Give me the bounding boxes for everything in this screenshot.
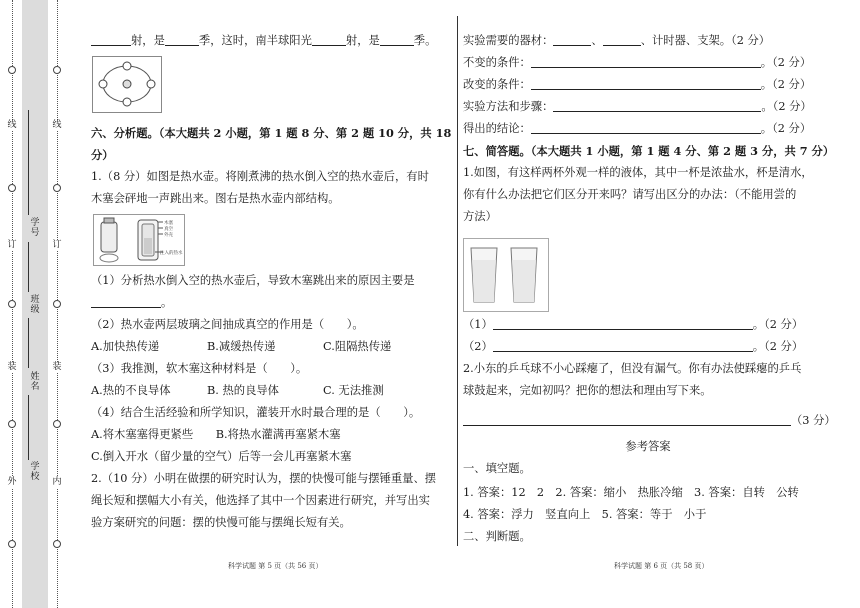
option-c[interactable]: C.阻隔热传递 xyxy=(323,340,392,353)
experiment-field: 得出的结论： 。（2 分） xyxy=(463,122,812,135)
question-text: 方法） xyxy=(463,210,497,223)
outer-label-ding: 订 xyxy=(7,240,17,250)
answer-blank[interactable] xyxy=(463,413,791,426)
answer-blank[interactable] xyxy=(91,33,131,46)
sun-icon xyxy=(123,80,131,88)
section-7-heading: 七、简答题。（本大题共 1 小题，第 1 题 4 分、第 2 题 3 分，共 7 分） xyxy=(463,144,835,158)
answer-blank[interactable] xyxy=(165,33,199,46)
question-text: 1.如图，有这样两杯外观一样的液体，其中一杯是浓盐水，杯是清水， xyxy=(463,166,813,179)
option-b[interactable]: B.减缓热传递 xyxy=(207,340,276,353)
answer-line-2: （2） 。（2 分） xyxy=(463,340,804,353)
answer-line-3: （3 分） xyxy=(463,410,833,432)
earth-icon xyxy=(123,62,131,70)
ring-mark xyxy=(53,300,61,308)
question-text: 2.小东的乒乓球不小心踩瘪了，但没有漏气。你有办法使踩瘪的乒乓 xyxy=(463,362,802,375)
figure-label: 外壳 xyxy=(164,233,173,238)
answer-blank[interactable] xyxy=(553,99,761,112)
ring-mark xyxy=(53,184,61,192)
page-footer-left: 科学试题 第 5 页（共 56 页） xyxy=(228,562,323,570)
question-text: 2.（10 分）小明在做摆的研究时认为，摆的快慢可能与摆锤重量、摆 xyxy=(91,472,437,485)
field-line xyxy=(28,110,29,215)
experiment-field: 实验方法和步骤： 。（2 分） xyxy=(463,100,812,113)
equipment-line: 实验需要的器材： 、 、计时器、支架。（2 分） xyxy=(463,34,771,47)
reference-answer: 4. 答案：浮力 竖直向上 5. 答案：等于 小于 xyxy=(463,508,707,521)
sub-question-1-blank: 。 xyxy=(91,292,451,314)
sub-question-4: （4）结合生活经验和所学知识，灌装开水时最合理的是（ ）。 xyxy=(91,406,421,419)
thermos-icon xyxy=(101,222,117,252)
earth-icon xyxy=(99,80,107,88)
inner-label-xian: 线 xyxy=(52,120,62,130)
sub-question-2: （2）热水壶两层玻璃之间抽成真空的作用是（ ）。 xyxy=(91,318,364,331)
experiment-field: 不变的条件： 。（2 分） xyxy=(463,56,812,69)
ring-mark xyxy=(53,66,61,74)
field-school: 学校 xyxy=(30,462,40,482)
reference-section: 一、填空题。 xyxy=(463,462,531,475)
answer-blank[interactable] xyxy=(531,77,761,90)
ring-mark xyxy=(8,540,16,548)
option-c[interactable]: C. 无法推测 xyxy=(323,384,384,397)
outer-label-wai: 外 xyxy=(7,477,17,487)
liquid-icon xyxy=(512,260,536,302)
field-class: 班级 xyxy=(30,295,40,315)
reference-answer: 1. 答案：12 2 2. 答案：缩小 热胀冷缩 3. 答案：自转 公转 xyxy=(463,486,799,499)
answer-blank[interactable] xyxy=(312,33,346,46)
answer-blank[interactable] xyxy=(91,295,161,308)
ring-mark xyxy=(8,184,16,192)
outer-label-zhuang: 装 xyxy=(7,362,17,372)
answer-blank[interactable] xyxy=(380,33,414,46)
earth-orbit-figure xyxy=(92,56,162,113)
options-row[interactable]: A.将木塞塞得更紧些 B.将热水灌满再塞紧木塞 xyxy=(91,428,341,441)
reference-section: 二、判断题。 xyxy=(463,530,531,543)
reference-answer-title: 参考答案 xyxy=(625,440,671,453)
experiment-field: 改变的条件： 。（2 分） xyxy=(463,78,812,91)
inner-label-zhuang: 装 xyxy=(52,362,62,372)
right-column xyxy=(463,30,833,228)
field-student-id: 学号 xyxy=(30,218,40,238)
page-footer-right: 科学试题 第 6 页（共 58 页） xyxy=(614,562,709,570)
options-row xyxy=(91,336,451,358)
left-column-body xyxy=(91,122,451,210)
thermos-figure xyxy=(93,214,185,266)
sub-question-1: （1）分析热水倒入空的热水壶后，导致木塞跳出来的原因主要是 xyxy=(91,274,415,287)
answer-blank[interactable] xyxy=(553,33,591,46)
two-glasses-figure xyxy=(463,238,549,312)
answer-blank[interactable] xyxy=(493,317,753,330)
answer-blank[interactable] xyxy=(531,121,761,134)
answer-blank[interactable] xyxy=(493,339,753,352)
ring-mark xyxy=(8,300,16,308)
section-6-heading: 六、分析题。（本大题共 2 小题，第 1 题 8 分、第 2 题 10 分，共 18 xyxy=(91,126,452,140)
option-a[interactable]: A.热的不良导体 xyxy=(91,384,171,397)
option-c[interactable]: C.倒入开水（留少量的空气）后等一会儿再塞紧木塞 xyxy=(91,450,352,463)
field-name: 姓名 xyxy=(30,372,40,392)
field-line xyxy=(28,395,29,460)
field-line xyxy=(28,318,29,368)
outer-label-xian: 线 xyxy=(7,120,17,130)
option-b[interactable]: B. 热的良导体 xyxy=(207,384,279,397)
figure-label: 注入的热水 xyxy=(160,251,183,256)
ring-mark xyxy=(8,66,16,74)
answer-line-1: （1） 。（2 分） xyxy=(463,318,804,331)
right-column-body xyxy=(463,314,836,548)
sub-question-3: （3）我推测，软木塞这种材料是（ ）。 xyxy=(91,362,308,375)
section-6-heading-cont: 分） xyxy=(91,148,114,162)
fill-line: 射，是 季，这时，南半球阳光 射，是 季。 xyxy=(91,30,451,52)
earth-icon xyxy=(147,80,155,88)
figure-label: 真空 xyxy=(164,227,173,232)
earth-icon xyxy=(123,98,131,106)
question-text: 验方案研究的问题：摆的快慢可能与摆绳长短有关。 xyxy=(91,516,351,529)
options-row xyxy=(91,380,451,402)
left-column-questions xyxy=(91,270,451,534)
ring-mark xyxy=(53,540,61,548)
question-text: 球鼓起来，完如初吗？把你的想法和理由写下来。 xyxy=(463,384,712,397)
cork-icon xyxy=(104,218,114,223)
ring-mark xyxy=(8,420,16,428)
question-text: 木塞会砰地一声跳出来。图右是热水壶内部结构。 xyxy=(91,192,340,205)
option-a[interactable]: A.加快热传递 xyxy=(91,340,160,353)
question-text: 1.（8 分）如图是热水壶。将刚煮沸的热水倒入空的热水壶后，有时 xyxy=(91,170,429,183)
answer-blank[interactable] xyxy=(603,33,641,46)
water-icon xyxy=(144,238,152,254)
answer-blank[interactable] xyxy=(531,55,761,68)
ring-mark xyxy=(53,420,61,428)
figure-label: 木塞 xyxy=(164,221,173,226)
inner-label-nei: 内 xyxy=(52,477,62,487)
inner-label-ding: 订 xyxy=(52,240,62,250)
question-text: 你有什么办法把它们区分开来吗？请写出区分的办法：（不能用尝的 xyxy=(463,188,797,201)
liquid-icon xyxy=(472,260,496,302)
left-column xyxy=(91,30,451,52)
column-divider xyxy=(457,16,458,546)
field-line xyxy=(28,242,29,292)
question-text: 绳长短和摆幅大小有关，他选择了其中一个因素进行研究，并写出实 xyxy=(91,494,430,507)
